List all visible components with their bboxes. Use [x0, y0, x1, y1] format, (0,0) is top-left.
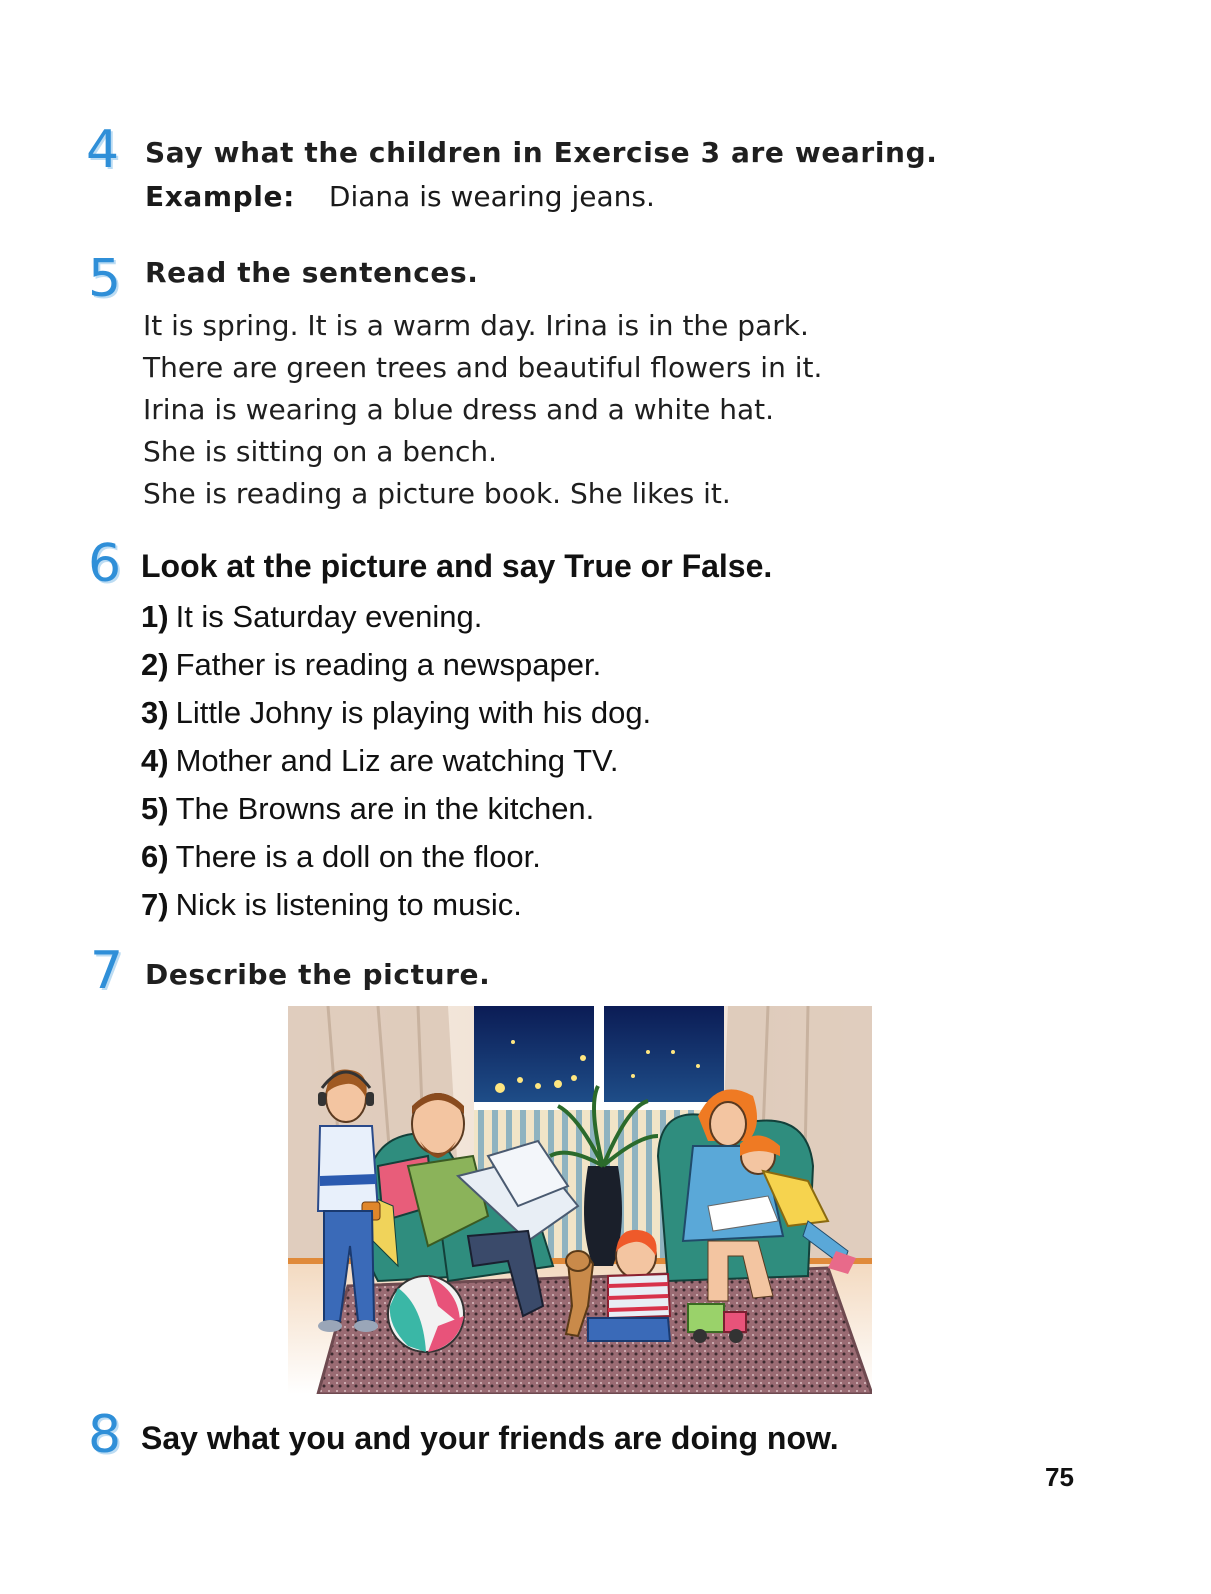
exercise-5-number: 5 [88, 249, 122, 309]
statement-number: 3) [141, 695, 169, 730]
reading-line: She is sitting on a bench. [143, 435, 498, 468]
statement-number: 5) [141, 791, 169, 826]
statement-number: 4) [141, 743, 169, 778]
page-number: 75 [1045, 1462, 1074, 1492]
statement-text: The Browns are in the kitchen. [175, 791, 595, 826]
statement-number: 2) [141, 647, 169, 682]
reading-line: There are green trees and beautiful flowers in it. [143, 351, 823, 384]
exercise-6-instruction: Look at the picture and say True or False. [141, 548, 773, 584]
reading-line: She is reading a picture book. She likes it. [143, 477, 731, 510]
exercise-4-instruction: Say what the children in Exercise 3 are wearing. [145, 136, 938, 169]
exercise-5-instruction: Read the sentences. [145, 256, 479, 289]
exercise-4-number: 4 [86, 120, 120, 180]
exercise-5-reading-text [143, 305, 822, 515]
statement-text: Nick is listening to music. [175, 887, 522, 922]
statement-item [141, 835, 651, 883]
statement-text: Little Johny is playing with his dog. [175, 695, 652, 730]
exercise-7-number: 7 [90, 941, 124, 1001]
example-text: Diana is wearing jeans. [328, 180, 655, 213]
reading-line: It is spring. It is a warm day. Irina is in the park. [143, 309, 809, 342]
statement-item [141, 643, 651, 691]
statement-item [141, 691, 651, 739]
exercise-8-number: 8 [88, 1405, 122, 1465]
statement-text: Mother and Liz are watching TV. [175, 743, 619, 778]
family-living-room-illustration [288, 1006, 872, 1394]
statement-number: 6) [141, 839, 169, 874]
true-false-list [141, 595, 651, 931]
exercise-7-instruction: Describe the picture. [145, 958, 491, 991]
statement-item [141, 883, 651, 931]
exercise-8-instruction: Say what you and your friends are doing now. [141, 1420, 839, 1456]
reading-line: Irina is wearing a blue dress and a white hat. [143, 393, 775, 426]
statement-number: 7) [141, 887, 169, 922]
example-label: Example: [145, 180, 295, 213]
statement-text: There is a doll on the floor. [175, 839, 541, 874]
statement-text: Father is reading a newspaper. [175, 647, 602, 682]
statement-item [141, 739, 651, 787]
exercise-4-example [145, 180, 655, 213]
statement-number: 1) [141, 599, 169, 634]
statement-item [141, 787, 651, 835]
statement-text: It is Saturday evening. [175, 599, 483, 634]
exercise-6-number: 6 [88, 534, 122, 594]
statement-item [141, 595, 651, 643]
